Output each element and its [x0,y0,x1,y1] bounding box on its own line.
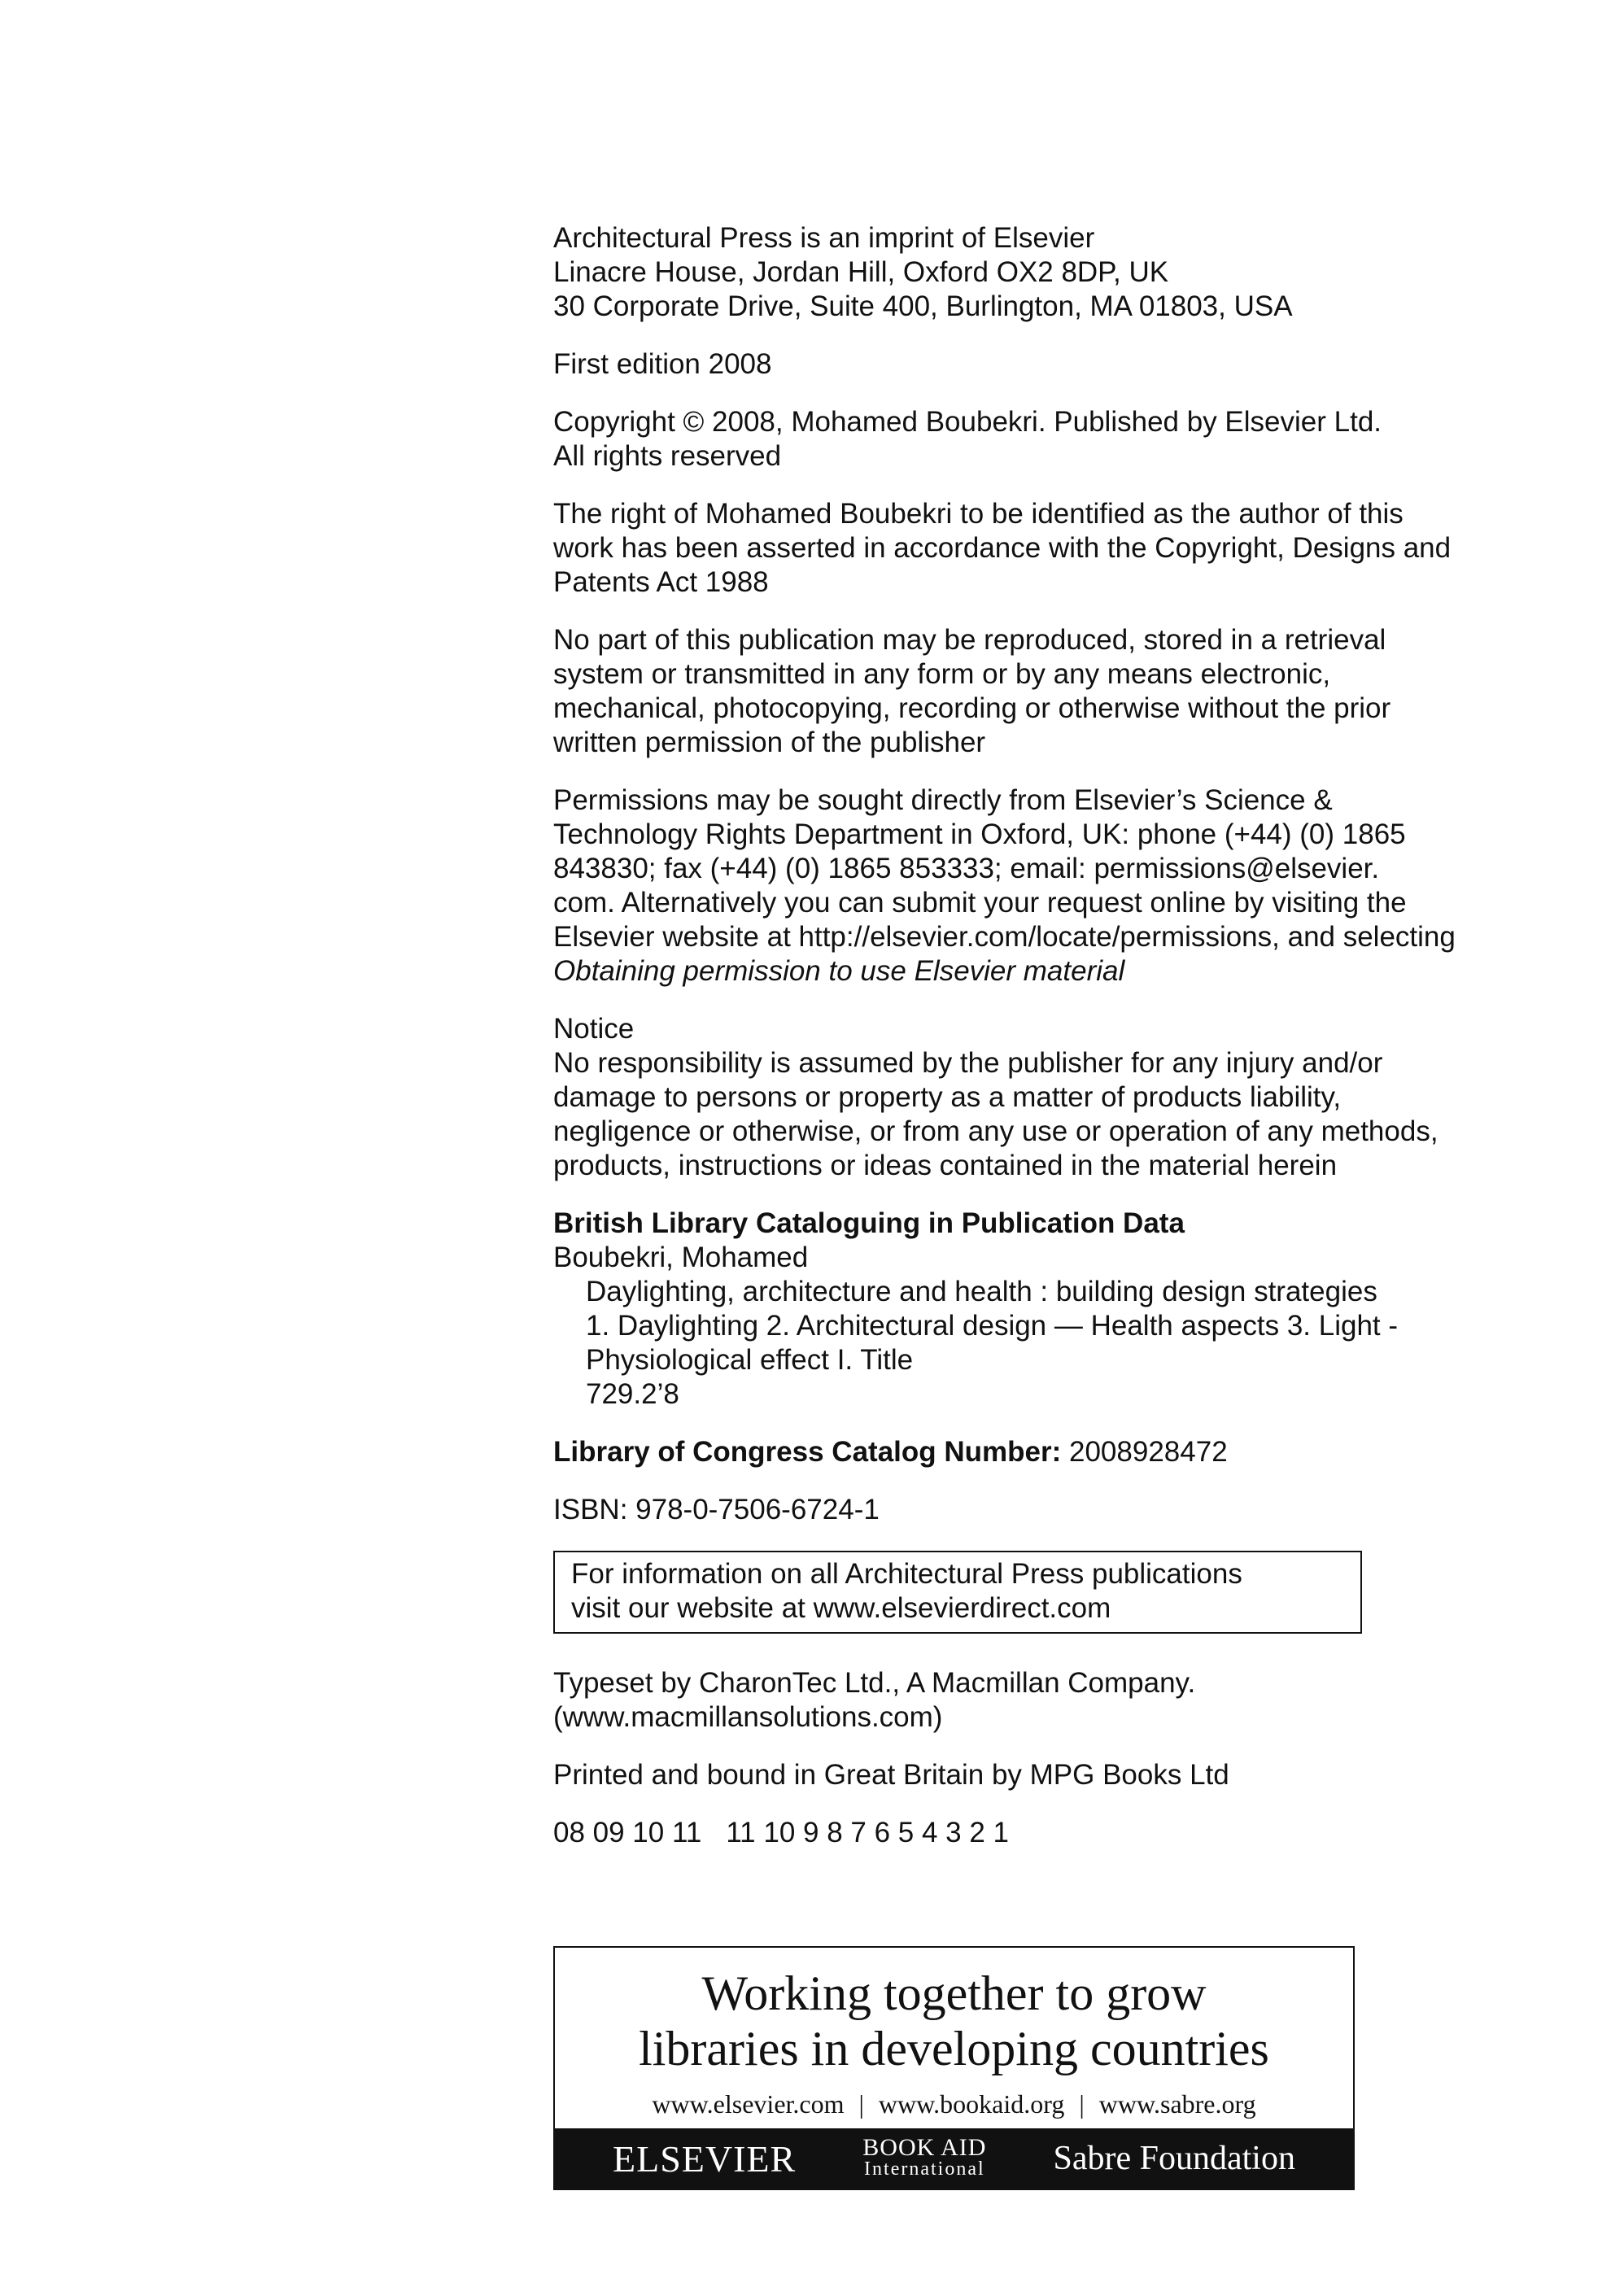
permissions-block [553,783,1562,989]
print-years: 08 09 10 11 [553,1817,702,1848]
loc-block [553,1435,1562,1469]
permissions-line: 843830; fax (+44) (0) 1865 853333; email: permissions@elsevier. [553,853,1380,884]
permissions-line: Technology Rights Department in Oxford, UK: phone (+44) (0) 1865 [553,818,1406,850]
rights-reserved-line: All rights reserved [553,440,782,472]
cataloguing-title: Daylighting, architecture and health : building design strategies [586,1276,1377,1307]
info-box-line: For information on all Architectural Press publications [571,1558,1242,1590]
reproduction-line: system or transmitted in any form or by any means electronic, [553,658,1331,690]
sabre-foundation-logo: Sabre Foundation [1053,2140,1295,2177]
printed-block [553,1758,1562,1792]
permissions-italic-line: Obtaining permission to use Elsevier material [553,955,1125,987]
info-box [553,1551,1362,1634]
url-separator: | [1079,2089,1085,2119]
print-numbers [553,1816,1562,1850]
imprint-block [553,221,1562,324]
print-impressions: 11 10 9 8 7 6 5 4 3 2 1 [726,1817,1010,1848]
banner-headline-line: libraries in developing countries [639,2022,1269,2075]
typeset-url: (www.macmillansolutions.com) [553,1701,943,1733]
author-right-block [553,497,1562,600]
copyright-block [553,405,1562,474]
author-right-line: Patents Act 1988 [553,566,769,598]
edition-block [553,347,1562,382]
isbn-block [553,1493,1562,1527]
notice-line: products, instructions or ideas contained in the material herein [553,1150,1338,1181]
imprint-address-uk: Linacre House, Jordan Hill, Oxford OX2 8DP, UK [553,256,1169,288]
permissions-line: com. Alternatively you can submit your request online by visiting the [553,887,1407,919]
cataloguing-block [553,1207,1562,1412]
cataloguing-subjects: Physiological effect I. Title [586,1344,914,1376]
printed-text: Printed and bound in Great Britain by MPG Books Ltd [553,1759,1229,1791]
permissions-line: Permissions may be sought directly from Elsevier’s Science & [553,784,1333,816]
loc-line [553,1435,1562,1469]
banner-headline [555,1948,1353,2076]
reproduction-line: mechanical, photocopying, recording or otherwise without the prior [553,692,1391,724]
elsevier-logo: ELSEVIER [613,2137,797,2180]
imprint-address-usa: 30 Corporate Drive, Suite 400, Burlington, MA 01803, USA [553,290,1293,322]
cataloguing-author: Boubekri, Mohamed [553,1242,809,1273]
cataloguing-classification: 729.2’8 [586,1378,679,1410]
reproduction-line: No part of this publication may be reproduced, stored in a retrieval [553,624,1386,656]
reproduction-block [553,623,1562,760]
copyright-page [553,221,1562,1874]
reproduction-line: written permission of the publisher [553,727,986,758]
author-right-line: The right of Mohamed Boubekri to be identified as the author of this [553,498,1404,530]
notice-line: No responsibility is assumed by the publisher for any injury and/or [553,1047,1383,1079]
library-aid-banner [553,1946,1355,2190]
isbn-text: ISBN: 978-0-7506-6724-1 [553,1494,880,1525]
bookaid-logo [862,2134,987,2180]
edition-text: First edition 2008 [553,348,772,380]
notice-line: negligence or otherwise, or from any use or operation of any methods, [553,1115,1438,1147]
elsevier-url-link[interactable]: www.elsevier.com [652,2089,845,2119]
notice-heading: Notice [553,1013,635,1045]
cataloguing-heading: British Library Cataloguing in Publication Data [553,1207,1185,1239]
banner-urls [555,2088,1353,2120]
permissions-line: Elsevier website at http://elsevier.com/locate/permissions, and selecting [553,921,1456,953]
notice-block [553,1012,1562,1183]
imprint-line: Architectural Press is an imprint of Elsevier [553,222,1095,254]
bookaid-logo-top: BOOK AID [862,2134,987,2161]
loc-label: Library of Congress Catalog Number: [553,1436,1062,1468]
typeset-line: Typeset by CharonTec Ltd., A Macmillan Company. [553,1667,1196,1699]
print-numbers-block [553,1816,1562,1850]
info-box-line: visit our website at www.elsevierdirect.com [571,1592,1111,1624]
copyright-line: Copyright © 2008, Mohamed Boubekri. Published by Elsevier Ltd. [553,406,1382,438]
loc-number: 2008928472 [1069,1436,1228,1468]
author-right-line: work has been asserted in accordance with the Copyright, Designs and [553,532,1452,564]
sabre-url-link[interactable]: www.sabre.org [1098,2089,1256,2119]
typeset-block [553,1666,1562,1735]
notice-line: damage to persons or property as a matter of products liability, [553,1081,1342,1113]
url-separator: | [858,2089,864,2119]
banner-logo-bar [555,2128,1353,2189]
cataloguing-subjects: 1. Daylighting 2. Architectural design — Health aspects 3. Light - [586,1310,1399,1342]
bookaid-url-link[interactable]: www.bookaid.org [878,2089,1065,2119]
banner-headline-line: Working together to grow [701,1966,1207,2020]
bookaid-logo-bottom: International [864,2158,985,2180]
